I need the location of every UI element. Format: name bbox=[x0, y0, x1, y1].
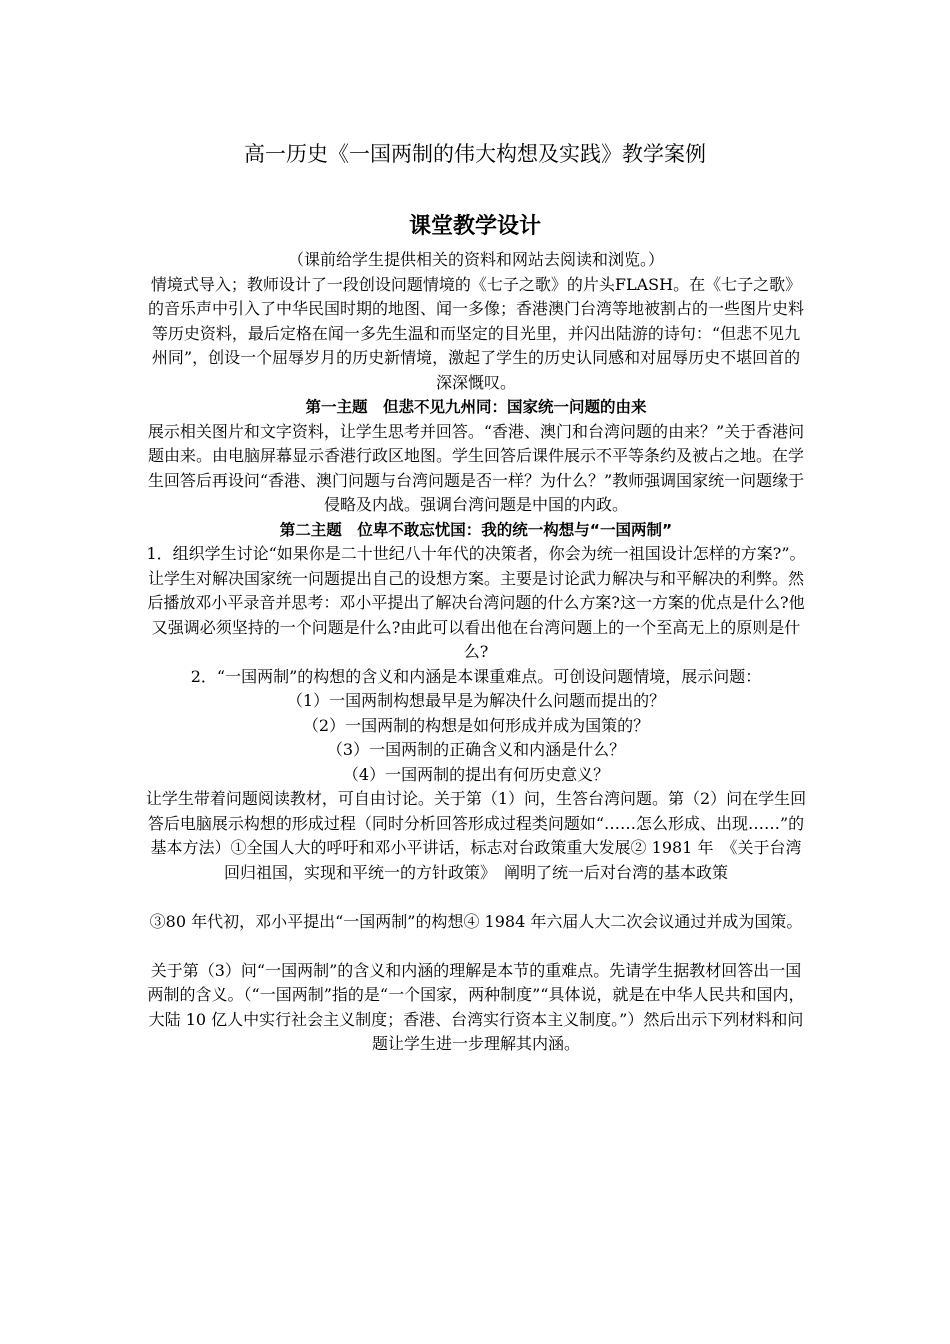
question-2: （2）一国两制的构想是如何形成并成为国策的？ bbox=[302, 715, 650, 735]
question-1: （1）一国两制构想最早是为解决什么问题而提出的？ bbox=[286, 691, 666, 710]
intro-note: （课前给学生提供相关的资料和网站去阅读和浏览。） bbox=[287, 250, 664, 269]
question-4: （4）一国两制的提出有何历史意义？ bbox=[342, 764, 610, 784]
theme1-heading: 第一主题 但悲不见九州同：国家统一问题的由来 bbox=[305, 398, 647, 416]
question-3: （3）一国两制的正确含义和内涵是什么？ bbox=[326, 740, 626, 759]
document-title: 高一历史《一国两制的伟大构想及实践》教学案例 bbox=[244, 142, 706, 166]
discussion-paragraph: 让学生带着问题阅读教材，可自由讨论。关于第（1）问，生答台湾问题。第（2）问在学生回答后电脑展示构想的形成过程（同时分析回答形成过程类问题如“……怎么形成、出现……”的基本方法）①全国人大的呼吁和邓小平讲话，标志对台政策重大发展② 1981 年 《关于台湾回归祖国，实现和平统一的方针政策》 阐明了统一后对台湾的基本政策 bbox=[145, 789, 807, 882]
final-paragraph: 关于第（3）问“一国两制”的含义和内涵的理解是本节的重难点。先请学生据教材回答出一国两制的含义。（“一国两制”指的是“一个国家，两种制度”“具体说，就是在中华人民共和国内，大陆 10 亿人中实行社会主义制度；香港、台湾实行资本主义制度。”）然后出示下列材料和问题让学生进一步理解其内涵。 bbox=[147, 960, 805, 1053]
timeline-paragraph: ③80 年代初，邓小平提出“一国两制”的构想④ 1984 年六届人大二次会议通过并成为国策。 bbox=[149, 911, 803, 931]
theme2-item-2: 2．“一国两制”的构想的含义和内涵是本课重难点。可创设问题情境，展示问题： bbox=[190, 666, 762, 686]
theme2-heading: 第二主题 位卑不敢忘忧国：我的统一构想与“一国两制” bbox=[279, 520, 673, 539]
blank-line bbox=[145, 885, 807, 910]
blank-line bbox=[145, 934, 807, 959]
intro-paragraph: 情境式导入；教师设计了一段创设问题情境的《七子之歌》的片头FLASH。在《七子之歌》的音乐声中引入了中华民国时期的地图、闻一多像；香港澳门台湾等地被割占的一些图片史料等历史资料，最后定格在闻一多先生温和而坚定的目光里，并闪出陆游的诗句：“但悲不见九州同”，创设一个屈辱岁月的历史新情境，激起了学生的历史认同感和对屈辱历史不堪回首的深深慨叹。 bbox=[147, 274, 804, 392]
document-subtitle: 课堂教学设计 bbox=[408, 214, 541, 239]
theme2-item-1: 1．组织学生讨论“如果你是二十世纪八十年代的决策者，你会为统一祖国设计怎样的方案?”。让学生对解决国家统一问题提出自己的设想方案。主要是讨论武力解决与和平解决的利弊。然后播放邓小平录音并思考：邓小平提出了解决台湾问题的什么方案?这一方案的优点是什么?他又强调必须坚持的一个问题是什么?由此可以看出他在台湾问题上的一个至高无上的原则是什么? bbox=[146, 544, 806, 661]
document-body bbox=[145, 248, 807, 1057]
theme1-paragraph: 展示相关图片和文字资料，让学生思考并回答。“香港、澳门和台湾问题的由来？”关于香港问题由来。由电脑屏幕显示香港行政区地图。学生回答后课件展示不平等条约及被占之地。在学生回答后再设问“香港、澳门问题与台湾问题是否一样？为什么？”教师强调国家统一问题缘于侵略及内战。强调台湾问题是中国的内政。 bbox=[147, 421, 805, 514]
